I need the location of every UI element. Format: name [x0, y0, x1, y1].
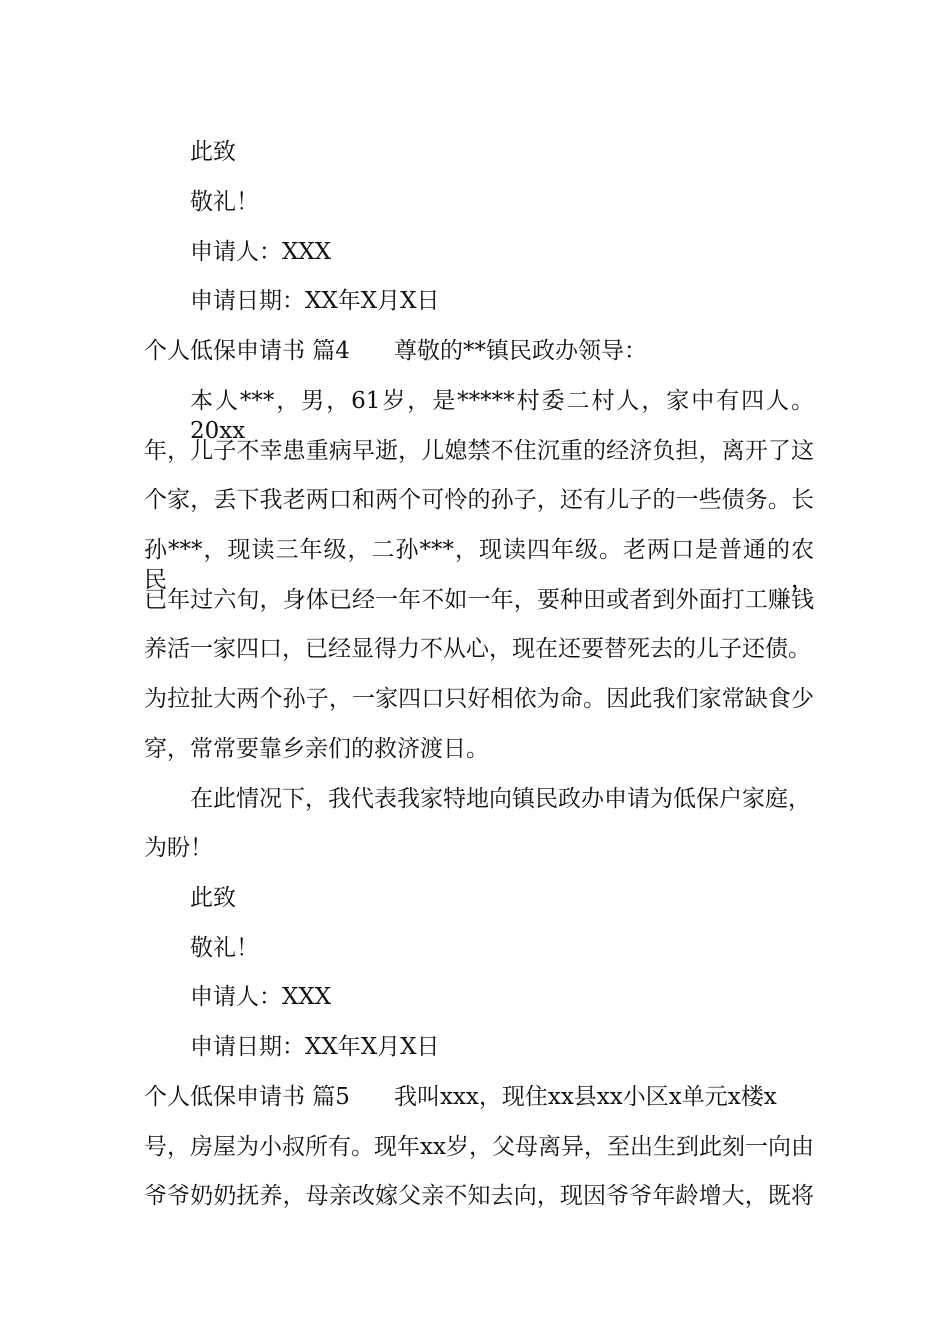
paragraph-line: 本人***，男，61岁，是*****村委二村人，家中有四人。20xx	[190, 388, 814, 444]
section5-heading: 个人低保申请书 篇5	[144, 1084, 350, 1110]
paragraph-line: 已年过六旬，身体已经一年不如一年，要种田或者到外面打工赚钱	[144, 587, 814, 613]
paragraph-line: 穿，常常要靠乡亲们的救济渡日。	[144, 736, 489, 762]
section4-heading: 个人低保申请书 篇4	[144, 338, 350, 364]
paragraph-line: 爷爷奶奶抚养，母亲改嫁父亲不知去向，现因爷爷年龄增大，既将	[144, 1183, 814, 1209]
paragraph-line: 孙***，现读三年级，二孙***，现读四年级。老两口是普通的农民，	[144, 537, 814, 593]
paragraph-line: 养活一家四口，已经显得力不从心，现在还要替死去的儿子还债。	[144, 636, 811, 662]
closing-line: 此致	[190, 139, 236, 165]
salute-line: 敬礼！	[190, 189, 259, 215]
date-line: 申请日期：XX年X月X日	[190, 288, 440, 314]
section5-first-line: 我叫xxx，现住xx县xx小区x单元x楼x	[393, 1084, 777, 1110]
section4-heading-line	[144, 336, 814, 366]
closing-line: 此致	[190, 885, 236, 911]
applicant-line: 申请人：XXX	[190, 239, 332, 265]
paragraph-line: 为盼！	[144, 835, 213, 861]
section5-heading-line	[144, 1082, 814, 1112]
paragraph-line: 为拉扯大两个孙子，一家四口只好相依为命。因此我们家常缺食少	[144, 686, 814, 712]
paragraph-line: 个家，丢下我老两口和两个可怜的孙子，还有儿子的一些债务。长	[144, 487, 814, 513]
paragraph-line: 号，房屋为小叔所有。现年xx岁，父母离异，至出生到此刻一向由	[144, 1134, 814, 1160]
applicant-line: 申请人：XXX	[190, 984, 332, 1010]
salute-line: 敬礼！	[190, 935, 259, 961]
paragraph-line: 在此情况下，我代表我家特地向镇民政办申请为低保户家庭，	[190, 786, 811, 812]
section4-greeting: 尊敬的**镇民政办领导：	[393, 338, 647, 364]
paragraph-line: 年，儿子不幸患重病早逝，儿媳禁不住沉重的经济负担，离开了这	[144, 438, 814, 464]
date-line: 申请日期：XX年X月X日	[190, 1034, 440, 1060]
